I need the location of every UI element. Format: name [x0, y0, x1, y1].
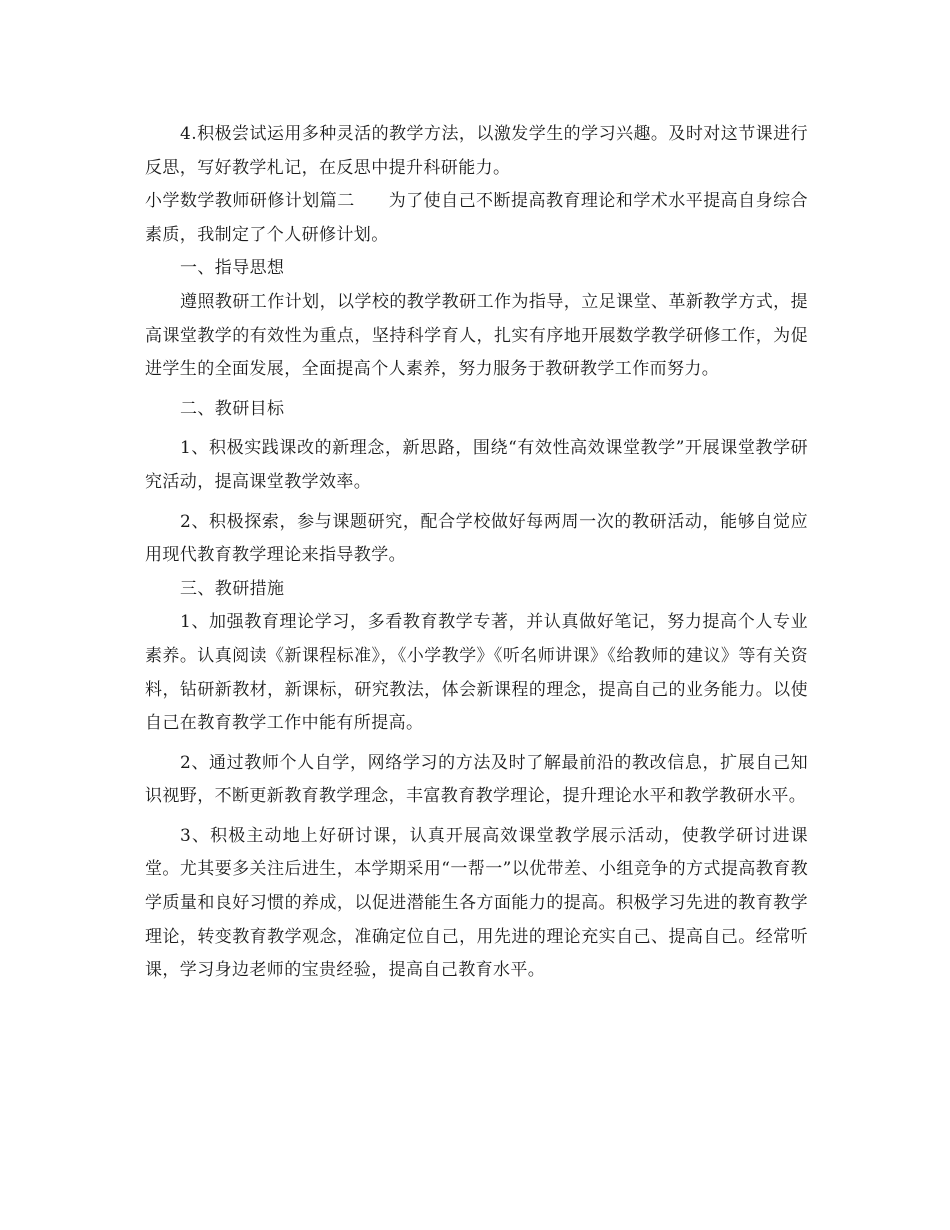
paragraph-guiding-ideology: 遵照教研工作计划，以学校的教学教研工作为指导，立足课堂、革新教学方式，提高课堂教学的有效性为重点，坚持科学育人，扎实有序地开展数学教学研修工作，为促进学生的全面发展，全面提高个人素养，努力服务于教研教学工作而努力。 [145, 291, 808, 380]
heading-research-measures: 三、教研措施 [180, 578, 285, 599]
paragraph-measure-3: 3、积极主动地上好研讨课，认真开展高效课堂教学展示活动，使教学研讨进课堂。尤其要多关注后进生，本学期采用“一帮一”以优带差、小组竞争的方式提高教育教学质量和良好习惯的养成，以促进潜能生各方面能力的提高。积极学习先进的教育教学理论，转变教育教学观念，准确定位自己，用先进的理论充实自己、提高自己。经常听课，学习身边老师的宝贵经验，提高自己教育水平。 [145, 825, 808, 981]
paragraph-measure-1: 1、加强教育理论学习，多看教育教学专著，并认真做好笔记，努力提高个人专业素养。认真阅读《新课程标准》，《小学教学》《听名师讲课》《给教师的建议》等有关资料，钻研新教材，新课标，研究教法，体会新课程的理念，提高自己的业务能力。以使自己在教育教学工作中能有所提高。 [145, 612, 808, 734]
paragraph-item-4: 4.积极尝试运用多种灵活的教学方法，以激发学生的学习兴趣。及时对这节课进行反思，写好教学札记，在反思中提升科研能力。 [145, 124, 808, 178]
section-title: 小学数学教师研修计划篇二 [145, 191, 355, 212]
document-page [145, 118, 808, 988]
heading-guiding-ideology: 一、指导思想 [180, 258, 285, 279]
heading-research-goals: 二、教研目标 [180, 398, 285, 419]
section-intro: 为了使自己不断提高教育理论和学术水平提高自身综合素质，我制定了个人研修计划。 [145, 191, 808, 245]
section-title-line [145, 185, 808, 252]
paragraph-goal-2: 2、积极探索，参与课题研究，配合学校做好每两周一次的教研活动，能够自觉应用现代教育教学理论来指导教学。 [145, 511, 808, 566]
paragraph-measure-2: 2、通过教师个人自学，网络学习的方法及时了解最前沿的教改信息，扩展自己知识视野，不断更新教育教学理念，丰富教育教学理论，提升理论水平和教学教研水平。 [145, 752, 808, 807]
paragraph-goal-1: 1、积极实践课改的新理念，新思路，围绕“有效性高效课堂教学”开展课堂教学研究活动，提高课堂教学效率。 [145, 438, 808, 492]
